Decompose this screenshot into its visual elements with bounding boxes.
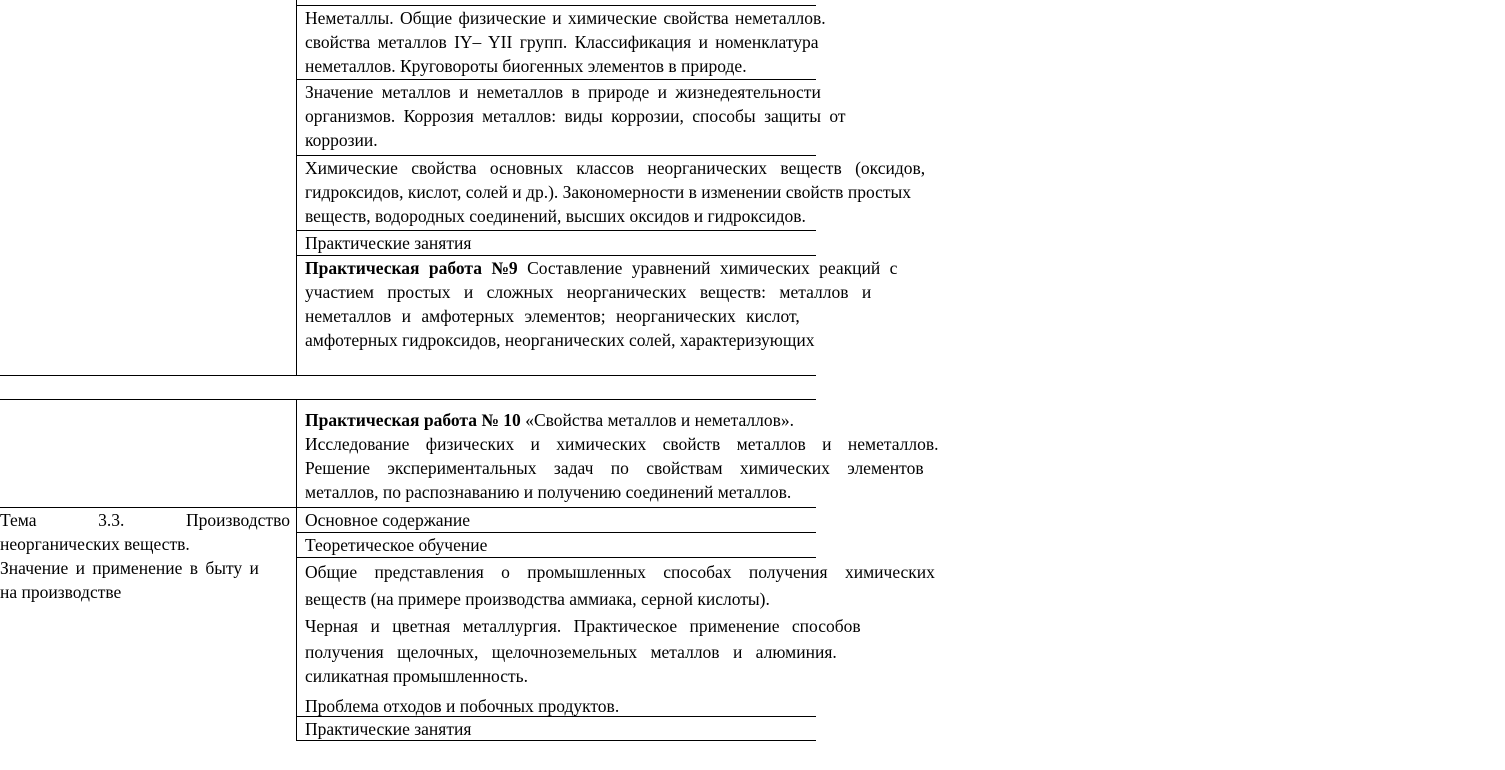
row-border bbox=[296, 557, 816, 558]
table-cell bbox=[305, 533, 1505, 557]
section-heading: Теоретическое обучение bbox=[305, 535, 488, 555]
cell-text: получения щелочных, щелочноземельных металлов и алюминия. bbox=[305, 642, 837, 662]
cell-text: Практические занятия bbox=[305, 233, 472, 253]
cell-text: веществ, водородных соединений, высших оксидов и гидроксидов. bbox=[305, 206, 806, 226]
topic-cell bbox=[0, 508, 290, 604]
topic-word: Тема bbox=[0, 510, 37, 530]
cell-text: веществ (на примере производства аммиака, серной кислоты). bbox=[305, 589, 770, 609]
topic-text: Значение и применение в быту и bbox=[0, 558, 259, 578]
practical-work-title: Практическая работа № 10 bbox=[305, 410, 521, 430]
cell-text: силикатная промышленность. bbox=[305, 666, 529, 686]
topic-word: Производство bbox=[185, 510, 290, 530]
cell-text: Исследование физических и химических свойств металлов и неметаллов. bbox=[305, 434, 939, 454]
table-cell bbox=[305, 80, 1505, 152]
cell-text: «Свойства металлов и неметаллов». bbox=[520, 410, 795, 430]
topic-text: на производстве bbox=[0, 582, 122, 602]
cell-text: неметаллов. Круговороты биогенных элементов в природе. bbox=[305, 56, 747, 76]
cell-text: Составление уравнений химических реакций с bbox=[517, 258, 898, 278]
cell-text: амфотерных гидроксидов, неорганических солей, характеризующих bbox=[305, 330, 815, 350]
practical-work-title: Практическая работа №9 bbox=[305, 258, 518, 278]
cell-text: Значение металлов и неметаллов в природе и жизнедеятельности bbox=[305, 82, 821, 102]
cell-text: Неметаллы. Общие физические и химические свойства неметаллов. bbox=[305, 8, 826, 28]
cell-text: металлов, по распознаванию и получению соединений металлов. bbox=[305, 482, 792, 502]
topic-text: неорганических веществ. bbox=[0, 534, 190, 554]
column-divider bbox=[296, 0, 297, 376]
cell-text: Решение экспериментальных задач по свойствам химических элементов bbox=[305, 458, 924, 478]
topic-number: 3.3. bbox=[98, 510, 125, 530]
cell-text: Химические свойства основных классов неорганических веществ (оксидов, bbox=[305, 158, 926, 178]
cell-text: гидроксидов, кислот, солей и др.). Закономерности в изменении свойств простых bbox=[305, 182, 912, 202]
table-cell bbox=[305, 508, 1505, 532]
table-cell bbox=[305, 256, 1505, 352]
cell-text: коррозии. bbox=[305, 130, 378, 150]
table-cell bbox=[305, 717, 1505, 741]
cell-text: неметаллов и амфотерных элементов; неорганических кислот, bbox=[305, 306, 800, 326]
cell-text: участием простых и сложных неорганических веществ: металлов и bbox=[305, 282, 872, 302]
section-heading: Основное содержание bbox=[305, 510, 471, 530]
table-cell bbox=[305, 408, 1505, 504]
cell-text: Общие представления о промышленных способах получения химических bbox=[305, 562, 935, 582]
cell-text: Проблема отходов и побочных продуктов. bbox=[305, 696, 620, 716]
table-top-border bbox=[0, 399, 816, 400]
table-cell bbox=[305, 231, 1505, 255]
table-bottom-border bbox=[0, 375, 816, 376]
cell-text: Черная и цветная металлургия. Практическое применение способов bbox=[305, 616, 861, 636]
cell-text: свойства металлов IY– YII групп. Классификация и номенклатура bbox=[305, 32, 819, 52]
section-heading: Практические занятия bbox=[305, 719, 472, 739]
table-cell bbox=[305, 560, 1505, 718]
column-divider bbox=[296, 399, 297, 741]
table-cell bbox=[305, 6, 1505, 78]
table-cell bbox=[305, 156, 1505, 228]
cell-text: организмов. Коррозия металлов: виды коррозии, способы защиты от bbox=[305, 106, 846, 126]
